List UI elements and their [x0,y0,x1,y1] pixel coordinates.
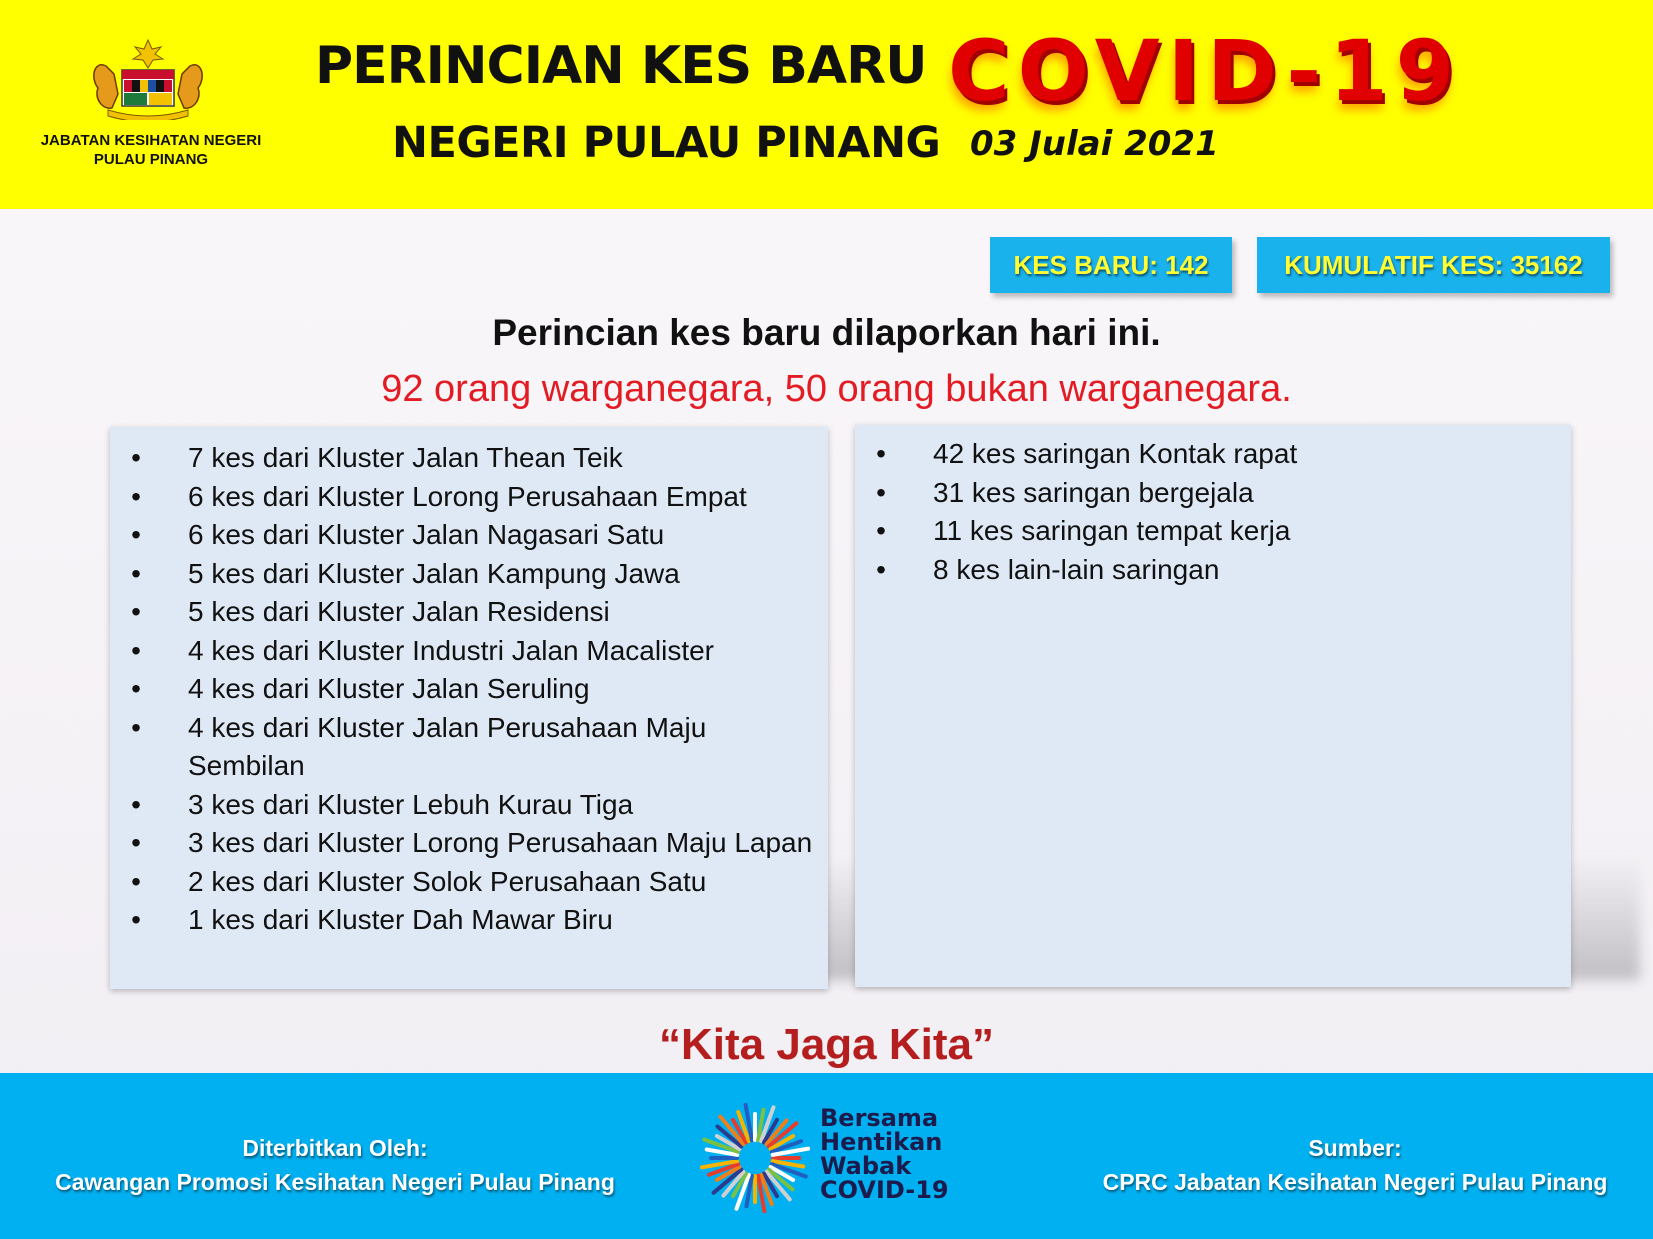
campaign-logo-icon [700,1103,810,1213]
screening-item-text: 8 kes lain-lain saringan [933,553,1220,585]
bullet-icon: • [131,557,141,589]
source-label: Sumber: [1308,1135,1402,1161]
agency-line-1: JABATAN KESIHATAN NEGERI [40,132,262,149]
cumulative-cases-badge: KUMULATIF KES: 35162 [1257,237,1610,293]
slogan: “Kita Jaga Kita” [659,1020,994,1069]
screening-panel [855,425,1571,987]
bullet-icon: • [131,711,141,743]
bullet-icon: • [131,827,141,858]
publisher-label: Diterbitkan Oleh: [242,1135,428,1161]
list-item [871,512,1561,551]
covid-title: COVID-19 [948,22,1463,120]
screening-item-text: 31 kes saringan bergejala [933,476,1254,508]
coat-of-arms-icon [88,38,208,120]
cluster-item-text: 4 kes dari Kluster Industri Jalan Macalister [188,634,714,666]
cluster-item-text: 4 kes dari Kluster Jalan Perusahaan Maju Sembilan [188,711,707,781]
cluster-list [126,439,816,940]
section-heading: Perincian kes baru dilaporkan hari ini. [492,312,1161,353]
bullet-icon: • [131,788,141,820]
bullet-icon: • [131,634,141,666]
citizenship-breakdown: 92 orang warganegara, 50 orang bukan warganegara. [381,368,1292,410]
cluster-item-text: 5 kes dari Kluster Jalan Residensi [188,596,610,627]
list-item [126,824,816,863]
source-value: CPRC Jabatan Kesihatan Negeri Pulau Pinang [1102,1169,1608,1195]
list-item [126,632,816,671]
bullet-icon: • [131,673,141,704]
bullet-icon: • [131,904,141,935]
logo-line-1: Bersama [820,1104,939,1132]
screening-item-text: 42 kes saringan Kontak rapat [933,438,1298,469]
list-item [126,901,816,940]
cluster-item-text: 7 kes dari Kluster Jalan Thean Teik [188,442,623,473]
cluster-item-text: 1 kes dari Kluster Dah Mawar Biru [188,904,613,935]
list-item [871,474,1561,513]
bullet-icon: • [876,515,886,546]
page-title: PERINCIAN KES BARU [315,36,927,96]
list-item [126,593,816,632]
campaign-logo-text [820,1106,949,1202]
publisher-value: Cawangan Promosi Kesihatan Negeri Pulau Pinang [55,1169,615,1195]
cluster-item-text: 3 kes dari Kluster Lorong Perusahaan Maju Lapan [188,827,813,858]
report-date: 03 Julai 2021 [970,124,1219,164]
bullet-icon: • [876,476,886,508]
logo-line-4: COVID-19 [820,1176,949,1204]
bullet-icon: • [131,442,141,473]
bullet-icon: • [131,519,141,550]
list-item [126,670,816,709]
publisher-block [40,1131,630,1199]
list-item [126,439,816,478]
list-item [126,478,816,517]
logo-line-2: Hentikan [820,1128,943,1156]
screening-item-text: 11 kes saringan tempat kerja [933,515,1291,546]
cluster-panel [110,427,828,989]
list-item [126,786,816,825]
cluster-item-text: 4 kes dari Kluster Jalan Seruling [188,673,590,704]
source-block [1090,1131,1620,1199]
bullet-icon: • [876,553,886,585]
cluster-item-text: 3 kes dari Kluster Lebuh Kurau Tiga [188,788,634,820]
cluster-item-text: 2 kes dari Kluster Solok Perusahaan Satu [188,865,707,897]
list-item [126,516,816,555]
list-item [126,555,816,594]
bullet-icon: • [131,480,141,512]
bullet-icon: • [876,438,886,469]
bullet-icon: • [131,865,141,897]
list-item [871,435,1561,474]
new-cases-badge: KES BARU: 142 [990,237,1232,293]
header-banner [0,0,1653,209]
screening-list [871,435,1561,589]
list-item [126,863,816,902]
list-item [871,551,1561,590]
cluster-item-text: 5 kes dari Kluster Jalan Kampung Jawa [188,557,680,589]
bullet-icon: • [131,596,141,627]
cluster-item-text: 6 kes dari Kluster Lorong Perusahaan Empat [188,480,747,512]
list-item [126,709,816,786]
agency-line-2: PULAU PINANG [93,151,209,168]
logo-line-3: Wabak [820,1152,912,1180]
page-subtitle: NEGERI PULAU PINANG [392,118,941,168]
agency-name [20,131,282,169]
footer-banner [0,1073,1653,1239]
cluster-item-text: 6 kes dari Kluster Jalan Nagasari Satu [188,519,665,550]
